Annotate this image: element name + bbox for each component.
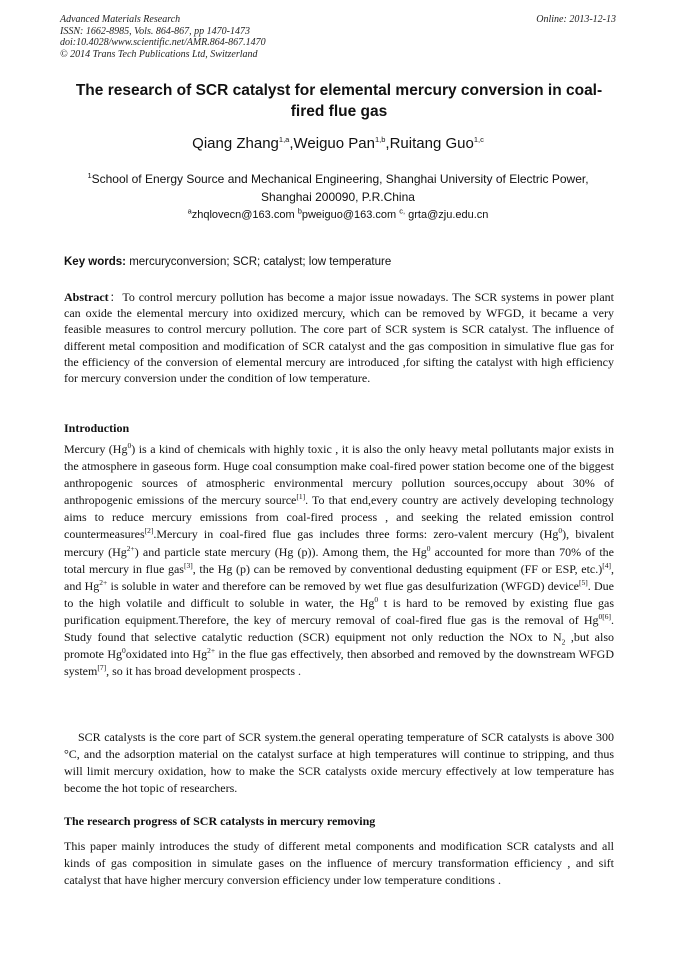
author-affil-mark: 1,a <box>278 135 290 144</box>
author-affil-mark: 1,c <box>473 135 484 144</box>
email-mark: a <box>187 206 192 216</box>
keywords-text: mercuryconversion; SCR; catalyst; low temperature <box>126 256 392 268</box>
text-run: ) is a kind of chemicals with highly toxic , it is also the only heavy metal pollutants major exists in the atmosphere in gaseous form. Huge coal consumption make coal-fired power station become one of the biggest anthropogenic sources of atmospheric environmental mercury pollution sources,occupy about 30% of anthropogenic emissions of the mercury source <box>64 442 615 508</box>
citation-ref[interactable]: [7] <box>97 663 107 673</box>
text-run: ), bivalent mercury (Hg <box>64 527 615 559</box>
superscript: 0 <box>374 594 379 604</box>
text-run: is soluble in water and therefore can be removed by wet flue gas desulfurization (WFGD) device <box>107 578 579 593</box>
online-date: Online: 2013-12-13 <box>536 14 616 25</box>
abstract-text: ：To control mercury pollution has become a major issue nowadays. The SCR systems in power plant can oxide the elemental mercury into oxidized mercury, which can be removed by WFGD, it became a very feasible measures to control mercury pollution. The core part of SCR system is SCR catalyst. The influence of different metal composition and modification of SCR catalyst and the gas composition in simulative flue gas for the efficiency of the conversion of elemental mercury are introduced ,for sifting the catalyst with high efficiency for mercury conversion under the condition of low temperature. <box>64 290 614 386</box>
author-name: Qiang Zhang <box>192 135 279 152</box>
paper-title: The research of SCR catalyst for elemental mercury conversion in coal-fired flue gas <box>75 82 603 120</box>
text-run: in the flue gas effectively, then absorbed and removed by the downstream WFGD system <box>64 647 615 679</box>
keywords <box>64 256 616 268</box>
text-run: ) and particle state mercury (Hg (p)). Among them, the Hg <box>134 544 427 559</box>
email-address[interactable]: pweiguo@163.com <box>301 209 400 221</box>
author-affil-mark: 1,b <box>374 135 386 144</box>
email-mark: c, <box>399 206 406 216</box>
text-run: ,but also promote Hg <box>64 630 614 662</box>
citation-ref[interactable]: [3] <box>183 560 193 570</box>
author-separator: , <box>289 135 294 152</box>
research-progress-paragraph: This paper mainly introduces the study of different metal components and modification SCR catalysts and all kinds of gas composition in simulate gases on the influence of mercury transformation efficiency , and sift catalyst that have higher mercury conversion efficiency under low temperature conditions . <box>64 839 614 888</box>
section-heading-research-progress: The research progress of SCR catalysts in mercury removing <box>64 814 376 828</box>
affiliation-mark: 1 <box>87 171 92 180</box>
journal-header <box>60 14 616 60</box>
citation-ref[interactable]: [4] <box>602 560 611 570</box>
author-separator: , <box>385 135 390 152</box>
abstract-label: Abstract <box>64 290 109 304</box>
author-emails <box>60 206 616 221</box>
superscript: 2+ <box>207 646 216 656</box>
text-run: oxidated into Hg <box>125 647 208 662</box>
issn-line: ISSN: 1662-8985, Vols. 864-867, pp 1470-1473 <box>60 25 250 37</box>
introduction-paragraph-2: SCR catalysts is the core part of SCR system.the general operating temperature of SCR catalysts is above 300 °C, and the adsorption material on the catalyst surface at high temperatures will continue to stripping, and thus will limit mercury oxidation, how to make the SCR catalysts oxide mercury effectively at low temperature has become the hot topic of researchers. <box>64 730 614 796</box>
abstract <box>64 289 614 386</box>
text-run: , so it has broad development prospects . <box>106 664 302 679</box>
citation-ref[interactable]: [2] <box>144 526 154 536</box>
text-run: Mercury (Hg <box>64 442 128 456</box>
introduction-paragraph <box>64 441 614 680</box>
superscript: 0 <box>426 543 431 553</box>
text-run: , and Hg <box>64 561 614 593</box>
text-run: . Due to the high volatile and difficult to soluble in water, the Hg <box>64 578 614 610</box>
section-heading-introduction: Introduction <box>64 421 130 435</box>
author-name: Weiguo Pan <box>293 135 375 152</box>
doi-line: doi:10.4028/www.scientific.net/AMR.864-867.1470 <box>60 37 266 48</box>
superscript: 0 <box>127 441 132 450</box>
superscript: 2+ <box>99 577 108 587</box>
email-address[interactable]: grta@zju.edu.cn <box>405 209 489 221</box>
affiliation-text: School of Energy Source and Mechanical Engineering, Shanghai University of Electric Power, Shanghai 200090, P.R.China <box>91 172 589 204</box>
subscript: 2 <box>561 637 566 647</box>
text-run: . To that end,every country are actively developing technology aims to reduce mercury emissions from coal-fired process , and seeking the related emission control countermeasures <box>64 493 614 542</box>
superscript: 0[6] <box>598 611 611 621</box>
affiliation <box>70 170 606 206</box>
superscript: 2+ <box>126 543 135 553</box>
text-run: . Study found that selective catalytic reduction (SCR) equipment not only reduction the NOx to N <box>64 612 614 645</box>
copyright-line: © 2014 Trans Tech Publications Ltd, Switzerland <box>60 48 258 60</box>
text-run: t is hard to be removed by existing flue gas purification equipment.Therefore, the key of mercury removal of coal-fired flue gas is the removal of Hg <box>64 595 615 627</box>
text-run: , the Hg (p) can be removed by conventional dedusting equipment (FF or ESP, etc.) <box>192 561 603 576</box>
citation-ref[interactable]: [5] <box>579 577 588 587</box>
author-list <box>60 135 616 152</box>
journal-name: Advanced Materials Research <box>60 14 181 25</box>
email-mark: b <box>297 206 302 216</box>
citation-ref[interactable]: [1] <box>296 492 306 502</box>
superscript: 0 <box>558 526 563 536</box>
text-run: .Mercury in coal-fired flue gas includes three forms: zero-valent mercury (Hg <box>153 527 559 542</box>
email-address[interactable]: zhqlovecn@163.com <box>191 209 298 221</box>
superscript: 0 <box>122 646 126 656</box>
text-run: accounted for more than 70% of the total mercury in flue gas <box>64 544 615 576</box>
keywords-label: Key words: <box>64 256 126 268</box>
author-name: Ruitang Guo <box>389 135 474 152</box>
